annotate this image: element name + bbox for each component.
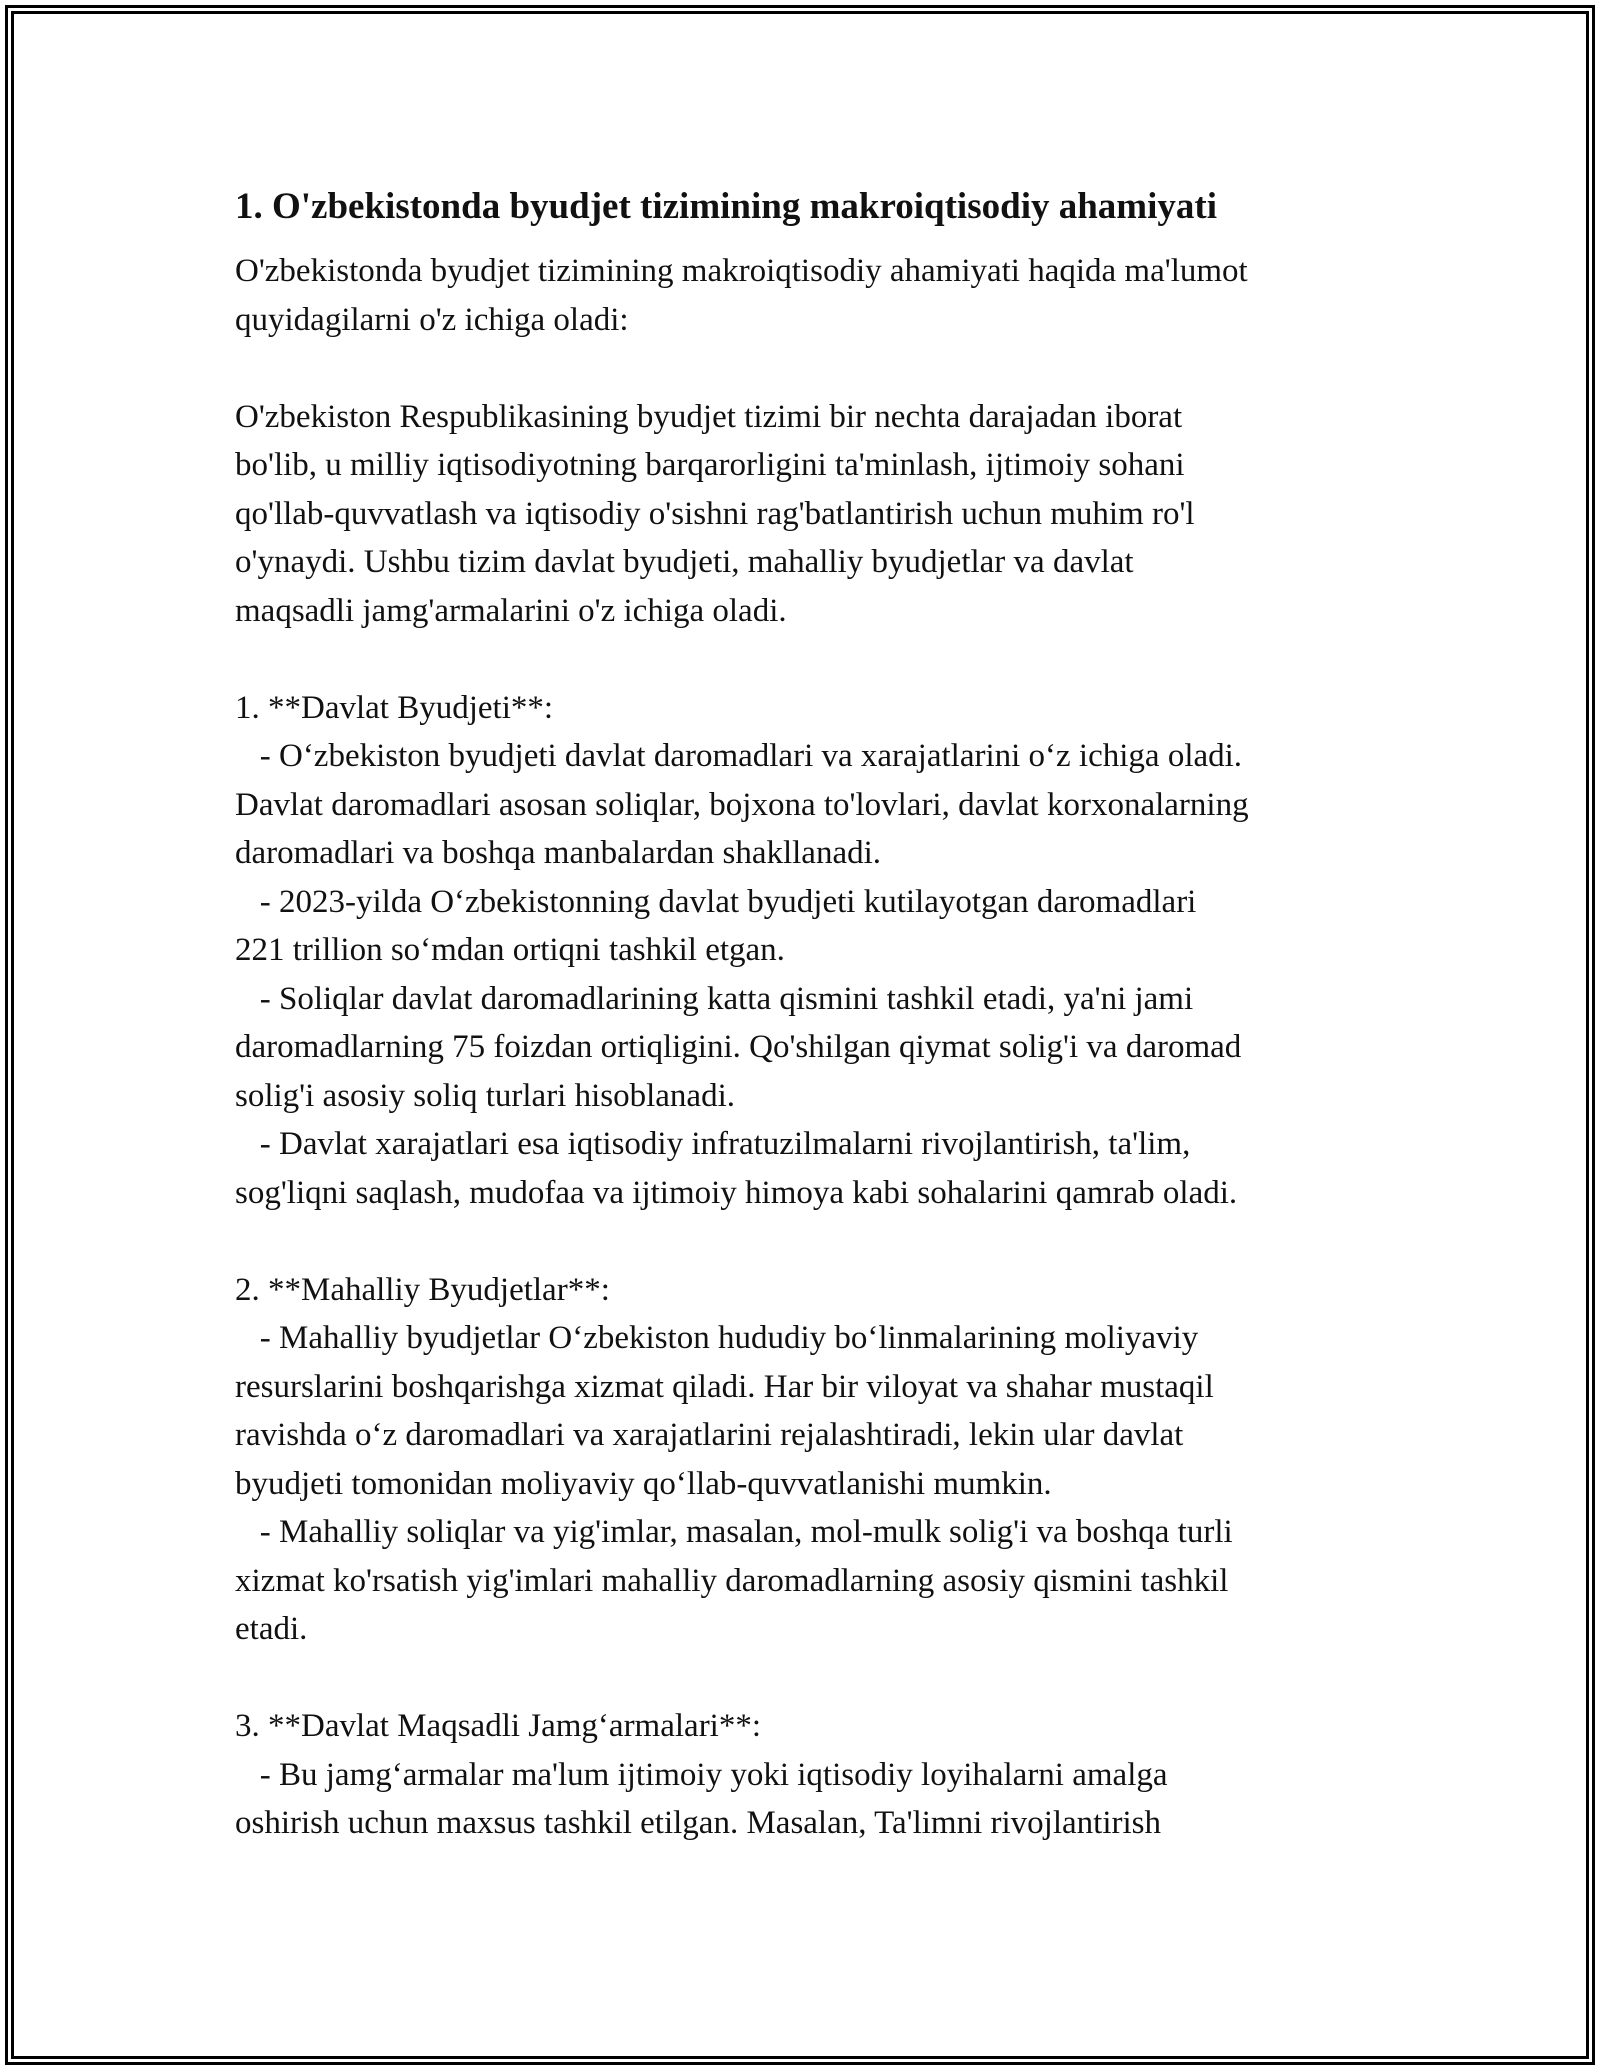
text-line: o'ynaydi. Ushbu tizim davlat byudjeti, mahalliy byudjetlar va davlat xyxy=(235,544,1134,580)
text-line: - Soliqlar davlat daromadlarining katta qismini tashkil etadi, ya'ni jami xyxy=(235,980,1194,1017)
section-heading: 1. **Davlat Byudjeti**: xyxy=(235,689,554,726)
document-title: 1. O'zbekistonda byudjet tizimining makroiqtisodiy ahamiyati xyxy=(235,186,1217,227)
section-heading: 2. **Mahalliy Byudjetlar**: xyxy=(235,1271,610,1308)
text-line: Davlat daromadlari asosan soliqlar, bojxona to'lovlari, davlat korxonalarning xyxy=(235,786,1249,823)
text-line: oshirish uchun maxsus tashkil etilgan. Masalan, Ta'limni rivojlantirish xyxy=(235,1805,1161,1841)
text-line: bo'lib, u milliy iqtisodiyotning barqarorligini ta'minlash, ijtimoiy sohani xyxy=(235,447,1185,483)
text-line xyxy=(235,344,1375,393)
text-line: quyidagilarni o'z ichiga oladi: xyxy=(235,301,629,338)
text-line: daromadlarning 75 foizdan ortiqligini. Qo'shilgan qiymat solig'i va daromad xyxy=(235,1029,1242,1065)
text-line: O'zbekiston Respublikasining byudjet tizimi bir nechta darajadan iborat xyxy=(235,398,1183,435)
text-line: daromadlari va boshqa manbalardan shakllanadi. xyxy=(235,835,882,871)
text-line xyxy=(235,635,1375,684)
text-line: xizmat ko'rsatish yig'imlari mahalliy daromadlarning asosiy qismini tashkil xyxy=(235,1562,1229,1599)
text-line: - Bu jamg‘armalar ma'lum ijtimoiy yoki iqtisodiy loyihalarni amalga xyxy=(235,1756,1168,1793)
text-line: sog'liqni saqlash, mudofaa va ijtimoiy himoya kabi sohalarini qamrab oladi. xyxy=(235,1174,1238,1211)
document-body xyxy=(235,183,1375,1848)
text-line: - Mahalliy byudjetlar O‘zbekiston hududiy bo‘linmalarining moliyaviy xyxy=(235,1320,1199,1356)
text-line: ravishda o‘z daromadlari va xarajatlarini rejalashtiradi, lekin ular davlat xyxy=(235,1417,1184,1453)
text-line: - 2023-yilda O‘zbekistonning davlat byudjeti kutilayotgan daromadlari xyxy=(235,883,1197,920)
text-line: - O‘zbekiston byudjeti davlat daromadlari va xarajatlarini o‘z ichiga oladi. xyxy=(235,738,1243,774)
section-heading: 3. **Davlat Maqsadli Jamg‘armalari**: xyxy=(235,1708,762,1744)
text-line: byudjeti tomonidan moliyaviy qo‘llab-quvvatlanishi mumkin. xyxy=(235,1465,1052,1502)
text-line: maqsadli jamg'armalarini o'z ichiga oladi. xyxy=(235,592,787,629)
text-line: qo'llab-quvvatlash va iqtisodiy o'sishni rag'batlantirish uchun muhim ro'l xyxy=(235,495,1195,532)
text-line: solig'i asosiy soliq turlari hisoblanadi. xyxy=(235,1077,735,1114)
text-line xyxy=(235,1217,1375,1266)
text-line: O'zbekistonda byudjet tizimining makroiqtisodiy ahamiyati haqida ma'lumot xyxy=(235,253,1248,289)
text-line: 221 trillion so‘mdan ortiqni tashkil etgan. xyxy=(235,932,785,968)
text-line: - Mahalliy soliqlar va yig'imlar, masalan, mol-mulk solig'i va boshqa turli xyxy=(235,1514,1233,1550)
text-line: resurslarini boshqarishga xizmat qiladi. Har bir viloyat va shahar mustaqil xyxy=(235,1368,1214,1405)
text-line: - Davlat xarajatlari esa iqtisodiy infratuzilmalarni rivojlantirish, ta'lim, xyxy=(235,1126,1191,1162)
text-line xyxy=(235,1654,1375,1703)
text-line: etadi. xyxy=(235,1611,308,1647)
